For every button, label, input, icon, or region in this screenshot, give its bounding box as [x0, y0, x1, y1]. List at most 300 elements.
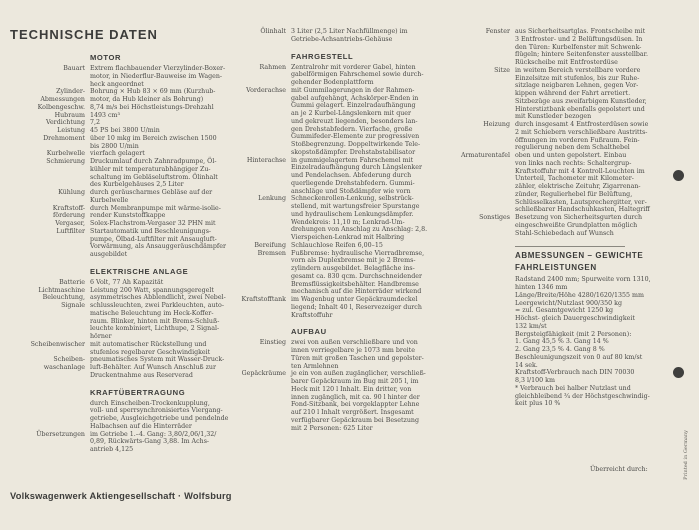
- spec-row: [446, 113, 686, 121]
- spec-value: stellend, mit wartungsfreier Spurstange: [291, 203, 420, 210]
- spec-label: [230, 347, 291, 355]
- spec-label: [446, 51, 515, 59]
- spec-value: motor, da Hub kleiner als Bohrung): [90, 96, 204, 103]
- spec-row: [446, 222, 686, 230]
- spec-label: Vorderachse: [246, 86, 286, 94]
- spec-value: des Kurbelgehäuses 2,5 Liter: [90, 181, 184, 189]
- spec-row: [8, 197, 248, 205]
- spec-row: [8, 143, 248, 151]
- spec-label: [446, 354, 515, 362]
- spec-label: [230, 149, 291, 157]
- spec-row: [8, 356, 248, 364]
- spec-value: Länge/Breite/Höhe 4280/1620/1355 mm: [515, 291, 644, 299]
- spec-row: [446, 98, 686, 106]
- spec-label: Lichtmaschine: [38, 286, 85, 294]
- spec-row: [8, 372, 248, 380]
- spec-row: [8, 294, 248, 302]
- spec-row: [8, 228, 248, 236]
- spec-label: [230, 126, 291, 134]
- motor-rows: [8, 65, 248, 259]
- spec-row: [8, 96, 248, 104]
- spec-value: 0,89, Rückwärts-Gang 3,88. Im Achs-: [90, 438, 210, 446]
- spec-row: [8, 349, 248, 357]
- spec-value: Einzelradaufhängung durch Längslenker: [291, 164, 422, 172]
- spec-row: [446, 28, 686, 36]
- abmessungen-rows: [446, 276, 686, 408]
- karosserie-rows: [446, 28, 686, 237]
- spec-label: [8, 73, 90, 81]
- spec-label: Leistung: [57, 127, 85, 134]
- spec-label: [230, 409, 291, 417]
- spec-label: [230, 141, 291, 149]
- spec-label: [446, 307, 515, 315]
- spec-row: [446, 106, 686, 114]
- spec-row: [230, 211, 428, 219]
- spec-row: [446, 331, 686, 339]
- spec-value: Gummifeder-Elemente zur progressiven: [291, 133, 420, 141]
- spec-label: [230, 211, 291, 219]
- spec-value: Vierspeichen-Lenkrad mit Halbring: [291, 234, 405, 241]
- spec-value: mechanisch auf die Hinterräder wirkend: [291, 288, 422, 296]
- spec-label: [230, 180, 291, 188]
- spec-row: [446, 346, 686, 354]
- spec-row: [446, 75, 686, 83]
- spec-row: [8, 310, 248, 318]
- spec-label: [230, 378, 291, 386]
- spec-value: Besetzung von Sicherheitsgurten durch: [515, 214, 643, 221]
- spec-label: [8, 236, 90, 244]
- spec-row: [8, 135, 248, 143]
- spec-label: [446, 90, 515, 98]
- spec-row: [446, 183, 686, 191]
- section-heading-fahrleistungen: FAHRLEISTUNGEN: [515, 263, 597, 273]
- spec-label: [8, 174, 90, 182]
- oelinhalt-rows: [230, 28, 428, 44]
- spec-value: * Verbrauch bei halber Nutzlast und: [515, 384, 631, 392]
- fahrgestell-rows: [230, 64, 428, 320]
- spec-value: zähler, elektrische Zeituhr, Zigarrenan-: [515, 183, 641, 190]
- kraftuebertragung-rows: [8, 400, 248, 454]
- spec-row: [8, 287, 248, 295]
- spec-value: stufenlos regelbarer Geschwindigkeit: [90, 348, 211, 356]
- spec-value: gleichbleibend ¾ der Höchstgeschwindig-: [515, 392, 650, 400]
- spec-value: matische Beleuchtung im Heck-Koffer-: [90, 309, 214, 317]
- spec-row: [8, 364, 248, 372]
- spec-label: [8, 251, 90, 259]
- spec-label: [230, 386, 291, 394]
- spec-label: Luftfilter: [56, 227, 85, 235]
- spec-value: render Kunststoffkappe: [90, 212, 166, 220]
- spec-row: [230, 339, 428, 347]
- spec-value: ten Armlehnen: [291, 362, 339, 370]
- spec-row: [8, 166, 248, 174]
- spec-row: [446, 129, 686, 137]
- spec-label: [8, 372, 90, 380]
- spec-row: [230, 378, 428, 386]
- spec-row: [230, 133, 428, 141]
- spec-value: Heck mit 120 l Inhalt. Ein dritter, von: [291, 385, 412, 393]
- spec-row: [230, 164, 428, 172]
- spec-value: querliegende Drehstabfedern. Gummi-: [291, 179, 415, 187]
- spec-value: und hydraulischem Lenkungsdämpfer.: [291, 210, 414, 218]
- section-heading-fahrgestell: FAHRGESTELL: [291, 51, 354, 61]
- spec-row: [230, 417, 428, 425]
- spec-label: [446, 206, 515, 214]
- spec-label: [230, 79, 291, 87]
- spec-label: [230, 273, 291, 281]
- spec-row: [230, 188, 428, 196]
- spec-row: [230, 347, 428, 355]
- page-title: TECHNISCHE DATEN: [10, 27, 158, 42]
- spec-row: [446, 44, 686, 52]
- spec-value: 14 sek.: [515, 361, 538, 369]
- spec-row: [446, 36, 686, 44]
- spec-value: leuchte kombiniert, Lichthupe, 2 Signal-: [90, 325, 220, 333]
- spec-value: den Türen: Kurbelfenster mit Schwenk-: [515, 43, 642, 51]
- signature-label: Überreicht durch:: [590, 466, 648, 473]
- spec-value: Schlauchlose Reifen 6,00–15: [291, 241, 383, 249]
- spec-value: über 10 mkg im Bereich zwischen 1500: [90, 134, 217, 142]
- spec-label: [230, 110, 291, 118]
- spec-row: [230, 363, 428, 371]
- spec-label: [446, 315, 515, 323]
- spec-label: [446, 338, 515, 346]
- spec-row: [8, 236, 248, 244]
- spec-label: [446, 144, 515, 152]
- spec-row: [230, 265, 428, 273]
- spec-value: keit plus 10 %: [515, 400, 561, 408]
- spec-row: [230, 36, 428, 44]
- spec-label: Kurbelwelle: [46, 150, 85, 158]
- spec-value: und gekreuzt liegenden, besonders lan-: [291, 117, 418, 125]
- spec-row: [446, 393, 686, 401]
- spec-row: [8, 400, 248, 408]
- spec-row: [230, 226, 428, 234]
- spec-row: [8, 341, 248, 349]
- spec-value: flügeln; hintere Seitenfenster ausstellbar.: [515, 51, 648, 59]
- spec-label: Zylinder-: [56, 88, 85, 96]
- spec-row: [8, 189, 248, 197]
- spec-label: Scheibenwischer: [30, 340, 85, 348]
- spec-row: [8, 325, 248, 333]
- spec-value: gesamt ca. 830 qcm. Durchschneidender: [291, 272, 422, 280]
- spec-row: [230, 273, 428, 281]
- spec-value: bis 2800 U/min: [90, 142, 139, 150]
- spec-row: [230, 425, 428, 433]
- spec-value: Einzelsitze mit stufenlos, bis zur Ruhe-: [515, 74, 640, 82]
- spec-value: auf 210 l Inhalt vergrößert. Insgesamt: [291, 409, 414, 416]
- spec-label: [446, 222, 515, 230]
- spec-label: [446, 75, 515, 83]
- spec-value: durch insgesamt 4 Entfrosterdüsen sowie: [515, 121, 649, 128]
- spec-value: 6 Volt, 77 Ah Kapazität: [90, 278, 164, 286]
- spec-value: innen zugänglich, mit ca. 90 l hinter der: [291, 393, 420, 401]
- spec-label: Beleuchtung,: [42, 294, 85, 302]
- spec-label: Lenkung: [258, 195, 286, 203]
- spec-label: [446, 129, 515, 137]
- spec-label: Signale: [61, 302, 85, 309]
- spec-value: durch geräuscharmes Gebläse auf der: [90, 189, 213, 196]
- spec-label: [230, 257, 291, 265]
- spec-label: Ölinhalt: [260, 28, 286, 35]
- spec-label: [446, 369, 515, 377]
- spec-label: Einstieg: [259, 339, 286, 347]
- spec-row: [446, 206, 686, 214]
- spec-value: vierfach gelagert: [90, 150, 145, 158]
- spec-value: Unterteil, Tachometer mit Kilometer-: [515, 175, 634, 183]
- spec-label: [446, 59, 515, 67]
- spec-label: [446, 113, 515, 121]
- aufbau-rows: [230, 339, 428, 432]
- spec-value: von links nach rechts: Schaltergrup-: [515, 159, 632, 167]
- spec-value: Halbachsen auf die Hinterräder: [90, 422, 192, 430]
- spec-value: Solex-Flachstrom-Vergaser 32 PHN mit: [90, 220, 216, 227]
- spec-value: vorn als Duplexbremse mit je 2 Brems-: [291, 257, 416, 265]
- spec-row: [8, 220, 248, 228]
- spec-row: [446, 300, 686, 308]
- spec-label: [230, 363, 291, 371]
- spec-label: Bremsen: [257, 249, 286, 257]
- spec-value: Fußbremse: hydraulische Vierradbremse,: [291, 249, 425, 257]
- spec-value: Schlüsselkasten, Lautsprechergitter, ver-: [515, 198, 647, 206]
- spec-row: [8, 104, 248, 112]
- spec-label: [8, 400, 90, 408]
- spec-label: waschanlage: [43, 364, 85, 371]
- spec-label: [446, 199, 515, 207]
- spec-label: Sonstiges: [479, 214, 510, 221]
- spec-row: [8, 205, 248, 213]
- spec-value: Rückscheibe mit Entfrosterdüse: [515, 59, 618, 66]
- spec-label: Verdichtung: [45, 119, 85, 127]
- spec-value: Kraftstoff-Verbrauch nach DIN 70030: [515, 369, 635, 377]
- spec-label: [446, 331, 515, 339]
- spec-value: voll- und sperrsynchronisiertes Viergang-: [90, 407, 223, 415]
- spec-value: durch Einscheiben-Trockenkupplung,: [90, 399, 210, 407]
- spec-value: skopstoßdämpfer. Drehstabstabilisator: [291, 148, 416, 156]
- spec-value: 8,3 l/100 km: [515, 377, 555, 384]
- spec-row: [446, 51, 686, 59]
- spec-value: 8,74 m/s bei Höchstleistungs-Drehzahl: [90, 103, 214, 111]
- spec-value: asymmetrisches Abblendlicht, zwei Nebel-: [90, 294, 226, 302]
- spec-label: [230, 36, 291, 44]
- spec-value: hörner: [90, 333, 112, 340]
- spec-label: Armaturentafel: [460, 152, 510, 159]
- spec-label: Gepäckräume: [241, 370, 286, 378]
- spec-label: [8, 415, 90, 423]
- spec-row: [446, 82, 686, 90]
- spec-row: [230, 195, 428, 203]
- spec-label: [8, 166, 90, 174]
- spec-row: [230, 219, 428, 227]
- spec-label: [446, 36, 515, 44]
- spec-row: [8, 415, 248, 423]
- spec-row: [8, 174, 248, 182]
- spec-value: gabelförmigen Fahrschemel sowie durch-: [291, 71, 424, 79]
- spec-row: [446, 315, 686, 323]
- spec-row: [446, 307, 686, 315]
- spec-value: Sitzbezüge aus zweifarbigem Kunstleder,: [515, 97, 647, 105]
- spec-label: förderung: [52, 212, 85, 220]
- spec-label: [230, 226, 291, 234]
- spec-value: Bohrung × Hub 83 × 69 mm (Kurzhub-: [90, 88, 216, 96]
- spec-label: Abmessungen: [40, 96, 85, 103]
- spec-label: Bauart: [63, 65, 85, 72]
- spec-row: [230, 28, 428, 36]
- spec-row: [446, 292, 686, 300]
- spec-row: [230, 370, 428, 378]
- punch-hole: [673, 367, 684, 378]
- spec-row: [8, 243, 248, 251]
- spec-label: Bereifung: [254, 241, 286, 249]
- spec-row: [230, 87, 428, 95]
- spec-value: hinten 1346 mm: [515, 284, 568, 291]
- spec-label: [446, 400, 515, 408]
- spec-label: [8, 333, 90, 341]
- spec-value: öffnungen im vorderen Fußraum. Fein-: [515, 136, 640, 144]
- spec-label: Kühlung: [58, 189, 85, 196]
- spec-value: gabel aufgehängt, Achskörper-Enden in: [291, 94, 419, 102]
- spec-row: [8, 446, 248, 454]
- spec-label: [446, 168, 515, 176]
- spec-label: Vergaser,: [55, 220, 85, 227]
- spec-label: Drehmoment: [43, 134, 85, 142]
- column-left: [8, 50, 248, 454]
- spec-label: Batterie: [59, 278, 85, 286]
- spec-row: [230, 250, 428, 258]
- spec-row: [230, 288, 428, 296]
- spec-value: Kraftstoffuhr: [291, 311, 333, 319]
- spec-label: [446, 106, 515, 114]
- spec-value: drehungen von Anschlag zu Anschlag: 2,8.: [291, 226, 428, 234]
- spec-value: Radstand 2400 mm; Spurweite vorn 1310,: [515, 276, 651, 284]
- spec-row: [230, 234, 428, 242]
- spec-row: [230, 409, 428, 417]
- spec-value: Bremsflüssigkeitsbehälter. Handbremse: [291, 280, 419, 288]
- spec-label: [230, 425, 291, 433]
- spec-label: [446, 323, 515, 331]
- spec-value: regulierung neben dem Schalthebel: [515, 144, 630, 152]
- spec-value: liegend; Inhalt 40 l, Reservezeiger durch: [291, 303, 422, 311]
- spec-value: in weitem Bereich verstellbare vordere: [515, 66, 641, 74]
- section-heading-aufbau: AUFBAU: [291, 327, 327, 337]
- spec-label: [8, 181, 90, 189]
- spec-row: [8, 81, 248, 89]
- spec-row: [446, 160, 686, 168]
- spec-value: gehender Bodenplattform: [291, 79, 374, 86]
- spec-value: zylindern ausgebildet. Belagfläche ins-: [291, 265, 415, 272]
- spec-value: zwei von außen verschließbare und von: [291, 339, 418, 347]
- spec-label: Scheiben-: [53, 356, 85, 364]
- spec-value: Schneckenrollen-Lenkung, selbstrück-: [291, 195, 414, 203]
- spec-value: Beschleunigungszeit von 0 auf 80 km/st: [515, 353, 643, 361]
- spec-value: Leistung 200 Watt, spannungsgeregelt: [90, 286, 214, 294]
- spec-value: 1493 cm³: [90, 111, 121, 119]
- spec-label: [8, 243, 90, 251]
- spec-label: [230, 394, 291, 402]
- spec-label: [8, 81, 90, 89]
- spec-label: [446, 300, 515, 308]
- spec-row: [446, 144, 686, 152]
- spec-value: eingeschweißte Grundplatten möglich: [515, 221, 638, 229]
- spec-row: [230, 355, 428, 363]
- spec-label: [446, 44, 515, 52]
- spec-label: [8, 325, 90, 333]
- spec-row: [8, 212, 248, 220]
- spec-row: [8, 127, 248, 135]
- spec-label: [230, 288, 291, 296]
- spec-value: 3 Liter (2,5 Liter Nachfüllmenge) im: [291, 28, 408, 35]
- spec-row: [230, 102, 428, 110]
- spec-row: [230, 312, 428, 320]
- spec-label: Fenster: [485, 28, 510, 35]
- spec-label: [446, 276, 515, 284]
- spec-value: in gummigelagertem Fahrschemel mit: [291, 156, 414, 164]
- spec-row: [230, 126, 428, 134]
- spec-label: [230, 401, 291, 409]
- spec-value: raum. Blinker, hinten mit Brems-Schluß-: [90, 317, 220, 325]
- spec-row: [8, 73, 248, 81]
- spec-row: [8, 251, 248, 259]
- spec-value: mit automatischer Rückstellung und: [90, 340, 207, 348]
- spec-value: 7,2: [90, 119, 101, 127]
- spec-value: schaltung im Gebläseluftstrom. Ölinhalt: [90, 173, 218, 181]
- spec-value: = zul. Gesamtgewicht 1250 kg: [515, 307, 614, 315]
- spec-label: Schmierung: [46, 158, 85, 165]
- spec-label: [446, 284, 515, 292]
- spec-label: [8, 446, 90, 454]
- spec-row: [8, 333, 248, 341]
- spec-value: oben und unten gepolstert. Einbau: [515, 152, 627, 159]
- spec-label: [8, 143, 90, 151]
- spec-label: Rahmen: [259, 63, 286, 71]
- spec-label: Hinterachse: [246, 156, 286, 164]
- spec-value: pumpe, Ölbad-Luftfilter mit Ansaugluft-: [90, 235, 217, 243]
- spec-label: [230, 172, 291, 180]
- spec-label: [8, 423, 90, 431]
- spec-row: [230, 281, 428, 289]
- spec-row: [230, 296, 428, 304]
- spec-value: Getriebe-Achsantriebs-Gehäuse: [291, 35, 393, 43]
- spec-row: [8, 438, 248, 446]
- spec-label: Übersetzungen: [36, 430, 85, 438]
- spec-label: Kraftstoff-: [52, 204, 85, 212]
- spec-label: [230, 203, 291, 211]
- spec-value: Druckentnahme aus Reserverad: [90, 371, 193, 379]
- spec-value: aus Sicherheitsartglas. Frontscheibe mit: [515, 28, 646, 35]
- spec-row: [446, 191, 686, 199]
- spec-label: [446, 385, 515, 393]
- spec-value: Fond-Sitzbank, bei vorgeklappter Lehne: [291, 401, 420, 409]
- spec-row: [230, 64, 428, 72]
- spec-row: [446, 400, 686, 408]
- spec-label: [230, 133, 291, 141]
- section-heading-kraftuebertragung: KRAFTÜBERTRAGUNG: [90, 387, 186, 397]
- section-heading-motor: MOTOR: [90, 53, 122, 62]
- spec-value: Stoßbegrenzung. Doppeltwirkende Tele-: [291, 141, 421, 148]
- spec-label: [8, 197, 90, 205]
- spec-row: [230, 141, 428, 149]
- spec-label: [446, 346, 515, 354]
- spec-value: 1. Gang 45,5 % 3. Gang 14 %: [515, 338, 609, 346]
- spec-value: sitzlage neigbaren Lehnen, gegen Vor-: [515, 82, 639, 90]
- spec-value: und Pendelachsen. Abfederung durch: [291, 172, 412, 179]
- spec-value: verfügbarer Gepäckraum bei Besetzung: [291, 416, 419, 424]
- spec-value: Leergewicht/Nutzlast 900/350 kg: [515, 299, 622, 307]
- spec-value: im Getriebe 1.–4. Gang: 3,80/2,06/1,32/: [90, 430, 217, 438]
- spec-value: durch Membranpumpe mit wärme-isolie-: [90, 204, 221, 212]
- spec-row: [230, 110, 428, 118]
- spec-value: zünder, Regulierhebel für Belüftung,: [515, 190, 633, 198]
